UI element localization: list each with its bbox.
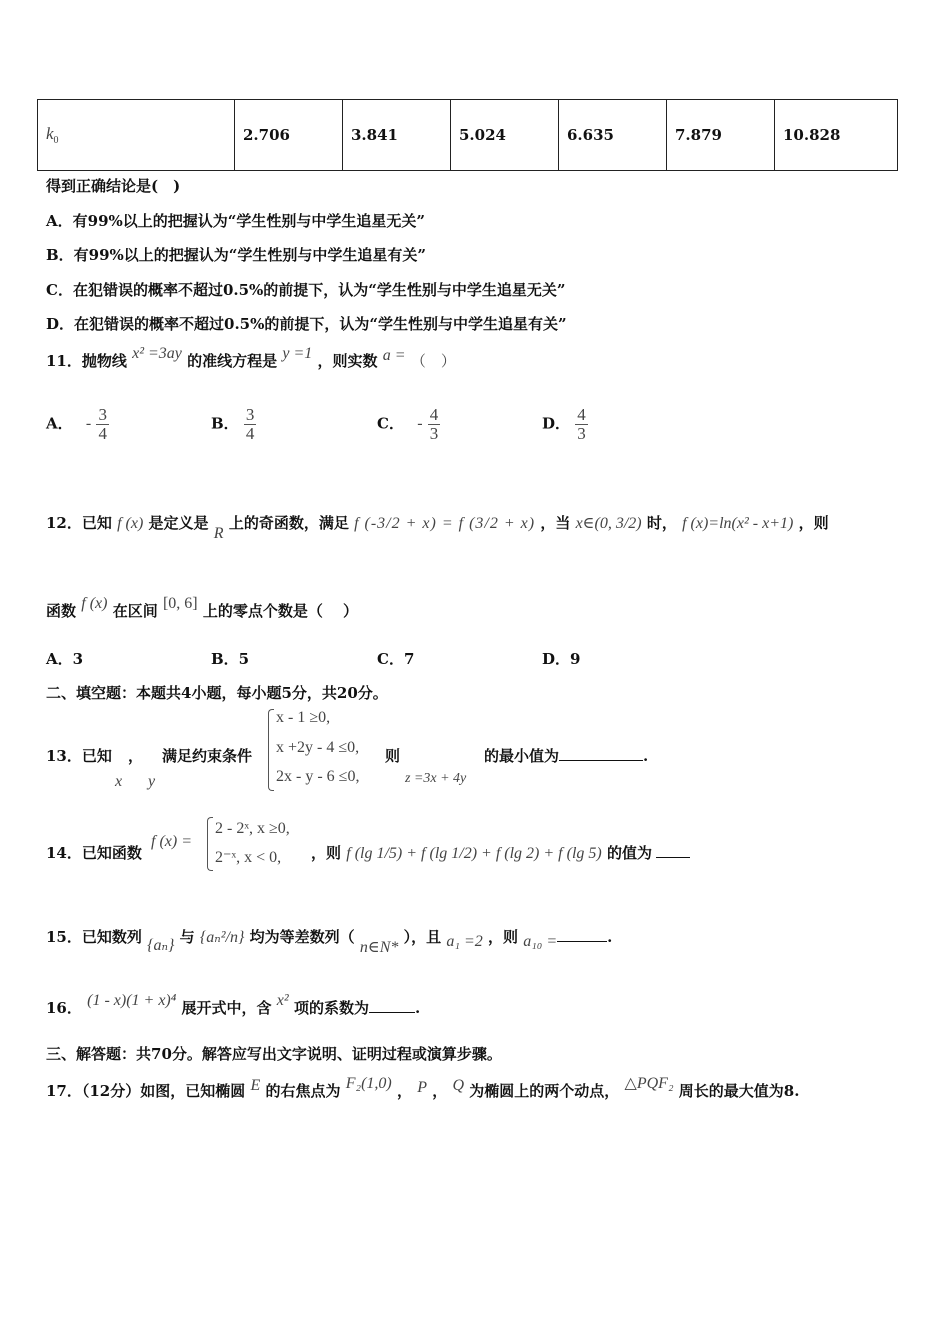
q13-constraint-row: 2x - y - 6 ≤0,: [276, 768, 360, 785]
q16-stem: [46, 992, 421, 1018]
option-sign: -: [85, 415, 92, 433]
q17-focus: F₂(1,0): [345, 1075, 392, 1092]
q15-stem: [46, 926, 613, 956]
q13-text: 的最小值为: [484, 747, 560, 765]
q11-option-a: [46, 406, 109, 443]
q14-text: ，则: [311, 844, 342, 862]
q11-option-c: [377, 406, 440, 443]
q11-paren: （ ）: [410, 354, 456, 370]
q11-stem: [46, 345, 456, 371]
q12-fx: f (x): [81, 595, 108, 612]
q16-text: 项的系数为: [293, 999, 369, 1017]
q10-option-a: A．有99%以上的把握认为“学生性别与中学生追星无关”: [46, 212, 426, 230]
table-cell: 3.841: [343, 100, 451, 171]
q17-number: 17．（12分）如图，已知椭圆: [46, 1082, 246, 1100]
option-sign: -: [417, 415, 423, 433]
q15-text: ，则: [487, 928, 518, 946]
q10-option-c: C．在犯错误的概率不超过0.5%的前提下，认为“学生性别与中学生追星无关”: [46, 281, 566, 299]
q16-answer-blank[interactable]: [369, 1012, 415, 1013]
q13-number: 13．已知: [46, 747, 112, 765]
q15-text: ），且: [403, 928, 442, 946]
q12-text: 上的零点个数是（ ）: [202, 602, 359, 620]
q12-stem: [46, 512, 829, 542]
q15-n-domain: n∈N*: [359, 939, 399, 956]
q11-number: 11．抛物线: [46, 352, 127, 370]
q13-question: [484, 745, 648, 766]
q14-function: f (x) =: [151, 833, 192, 850]
q13-comma: ，: [128, 747, 144, 765]
q15-text: 均为等差数列（: [249, 928, 355, 946]
critical-value-table: [37, 99, 898, 171]
q11-equation: x² =3ay: [132, 345, 182, 362]
section-3-heading: 三、解答题：共70分。解答应写出文字说明、证明过程或演算步骤。: [46, 1045, 502, 1063]
option-label: C．: [377, 414, 404, 433]
q13-text: 则: [385, 747, 401, 765]
q10-option-d: D．在犯错误的概率不超过0.5%的前提下，认为“学生性别与中学生追星有关”: [46, 315, 567, 333]
table-cell: 6.635: [559, 100, 667, 171]
q12-stem-line2: [46, 595, 359, 621]
q11-option-b: [211, 406, 256, 443]
q13-x: x: [115, 773, 123, 790]
q16-term: x²: [276, 992, 289, 1009]
q11-text: 的准线方程是: [187, 352, 278, 370]
q12-number: 12．已知: [46, 514, 112, 532]
q14-expression: f (lg 1/5) + f (lg 1/2) + f (lg 2) + f (lg 5): [346, 845, 602, 862]
q17-triangle: △PQF₂: [624, 1075, 674, 1092]
q12-text: 是定义是: [148, 514, 209, 532]
q14-number: 14．已知函数: [46, 844, 142, 862]
q12-text: 在区间: [112, 602, 158, 620]
q12-definition: f (x)=ln(x² - x+1): [682, 515, 794, 532]
table-cell: 2.706: [235, 100, 343, 171]
q17-text: ，: [396, 1082, 412, 1100]
option-fraction: $\frac{4}{3}$: [577, 405, 586, 443]
q12-text: ，当: [540, 514, 571, 532]
q15-a10: a₁₀ =: [523, 933, 558, 950]
q15-text: 与: [179, 928, 195, 946]
q10-option-b: B．有99%以上的把握认为“学生性别与中学生追星有关”: [46, 246, 427, 264]
q10-prompt: 得到正确结论是( ): [46, 177, 181, 195]
q14-question: [311, 842, 690, 863]
table-cell: 7.879: [667, 100, 775, 171]
q12-option-c: C．7: [377, 650, 415, 668]
table-header-cell: [38, 100, 235, 171]
q16-end: .: [414, 999, 421, 1017]
q17-E: E: [250, 1077, 261, 1094]
option-fraction: $\frac{4}{3}$: [429, 405, 439, 443]
q16-number: 16．: [46, 999, 82, 1017]
q16-text: 展开式中，含: [181, 999, 272, 1017]
q12-text: 时，: [646, 514, 677, 532]
q11-directrix: y =1: [282, 345, 313, 362]
q14-case-row: 2 - 2ˣ, x ≥0,: [215, 820, 290, 837]
q12-R: R: [213, 525, 224, 542]
k-subscript: 0: [53, 135, 59, 146]
option-label: A．: [46, 414, 73, 433]
q14-answer-blank[interactable]: [656, 857, 690, 858]
q12-interval: [0, 6]: [162, 595, 198, 612]
q14-text: 的值为: [606, 844, 652, 862]
q17-text: ，: [432, 1082, 448, 1100]
q11-text-tail: ，则实数: [317, 352, 378, 370]
q17-stem: [46, 1075, 800, 1101]
k-symbol: k: [46, 124, 54, 143]
q12-domain: x∈(0, 3/2): [575, 515, 642, 532]
q17-Q: Q: [452, 1077, 465, 1094]
q13-answer-blank[interactable]: [559, 760, 643, 761]
q12-text: 函数: [46, 602, 77, 620]
table-cell: 5.024: [451, 100, 559, 171]
q15-end: .: [607, 928, 613, 946]
q16-expression: (1 - x)(1 + x)⁴: [87, 992, 177, 1009]
option-fraction: $\frac{3}{4}$: [245, 405, 255, 443]
q13-text: 满足约束条件: [162, 747, 253, 765]
option-fraction: $\frac{3}{4}$: [98, 405, 107, 443]
q15-sequence-a: {aₙ}: [147, 937, 175, 954]
q11-option-d: [542, 406, 588, 443]
q17-text: 周长的最大值为8.: [678, 1082, 800, 1100]
q13-constraint-row: x +2y - 4 ≤0,: [276, 739, 360, 756]
q13-brace: [268, 709, 274, 791]
q12-text: ，则: [798, 514, 829, 532]
table-cell: 10.828: [775, 100, 898, 171]
q14-brace: [207, 817, 213, 871]
q14-case-row: 2⁻ˣ, x < 0,: [215, 849, 282, 866]
q12-condition: f (-3/2 + x) = f (3/2 + x): [354, 515, 536, 532]
q12-fx: f (x): [117, 515, 144, 532]
q17-text: 的右焦点为: [265, 1082, 341, 1100]
q15-number: 15．已知数列: [46, 928, 142, 946]
q13-constraint-row: x - 1 ≥0,: [276, 709, 331, 726]
q13-end: .: [643, 747, 649, 765]
q17-text: 为椭圆上的两个动点，: [469, 1082, 620, 1100]
section-2-heading: 二、填空题：本题共4小题，每小题5分，共20分。: [46, 684, 388, 702]
q15-a1: a₁ =2: [446, 933, 483, 950]
option-label: B．: [211, 414, 239, 433]
q12-option-d: D．9: [542, 650, 581, 668]
q13-objective: z =3x + 4y: [405, 771, 467, 786]
q11-variable: a =: [382, 347, 406, 364]
q12-option-b: B．5: [211, 650, 250, 668]
q12-text: 上的奇函数，满足: [228, 514, 349, 532]
q13-y: y: [148, 773, 156, 790]
q15-sequence-b: {aₙ²/n}: [199, 929, 245, 946]
q15-answer-blank[interactable]: [557, 941, 607, 942]
q17-P: P: [417, 1079, 428, 1096]
table-row: [38, 100, 898, 171]
option-label: D．: [542, 414, 571, 433]
q12-option-a: A．3: [46, 650, 84, 668]
